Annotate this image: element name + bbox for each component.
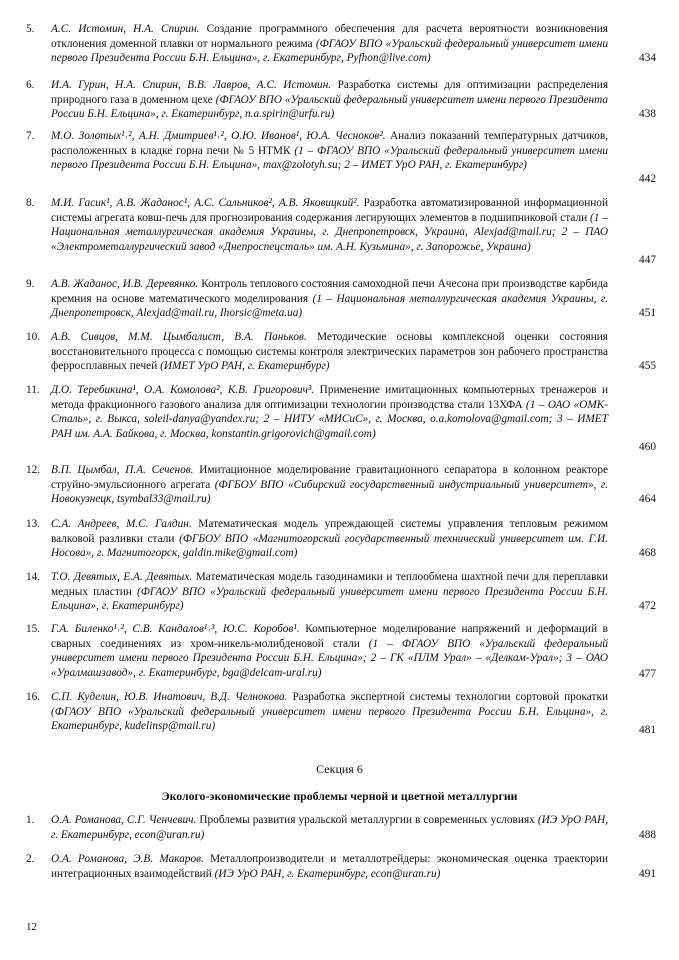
- entry-page: 438: [639, 108, 656, 121]
- entry-page: 477: [639, 668, 656, 681]
- entry-authors: С.П. Куделин, Ю.В. Инатович, В.Д. Челнокова.: [51, 691, 288, 703]
- entry-number: 14.: [26, 571, 41, 583]
- toc-entry: [26, 813, 656, 843]
- entry-text: [51, 129, 608, 173]
- entry-affiliation: (ФГАОУ ВПО «Уральский федеральный университет имени первого Президента России Б.Н. Ельцина», г. Екатеринбург, n.a.spirin@urfu.ru): [51, 93, 609, 121]
- entry-authors: Т.О. Девятых, Е.А. Девятых.: [51, 571, 193, 583]
- entry-text: [51, 383, 608, 441]
- entry-text: [51, 330, 608, 374]
- entry-title: Анализ показаний температурных датчиков, расположенных в кладке горна печи № 5 НТМК: [51, 130, 608, 157]
- entry-authors: С.А. Андреев, М.С. Галдин.: [51, 518, 192, 530]
- entry-affiliation: (ФГАОУ ВПО «Уральский федеральный университет имени первого Президента России Б.Н. Ельцина», г. Екатеринбург, Pyfhon@live.com): [51, 37, 609, 65]
- entry-page: 468: [639, 547, 656, 560]
- entry-text: [51, 196, 608, 254]
- entry-text: [51, 570, 608, 614]
- entry-authors: А.В. Жаданос, И.В. Деревянко.: [51, 278, 199, 290]
- entry-number: 9.: [26, 278, 35, 290]
- entry-page: 442: [639, 173, 656, 186]
- entry-number: 5.: [26, 23, 35, 35]
- entry-page: 488: [639, 829, 656, 842]
- entry-authors: Д.О. Теребикина¹, О.А. Комолова², К.В. Григорович³.: [51, 384, 315, 396]
- toc-entry: [26, 517, 656, 561]
- entry-number: 1.: [26, 814, 35, 826]
- entry-title: Имитационное моделирование гравитационного сепаратора в колонном реакторе струйно-эмульсионного агрегата: [51, 464, 608, 491]
- entry-text: [51, 813, 608, 842]
- toc-entry: [26, 330, 656, 374]
- entry-number: 16.: [26, 691, 41, 703]
- entry-affiliation: (1 – ФГАОУ ВПО «Уральский федеральный университет имени первого Президента России Б.Н. Ельцина», max@zolotyh.su; 2 – ИМЕТ УрО РАН, г. Екатеринбург): [51, 144, 608, 172]
- entry-title: Математическая модель газодинамики и теплообмена шахтной печи для переплавки медных пластин: [51, 571, 609, 598]
- entry-number: 12.: [26, 464, 41, 476]
- entry-number: 15.: [26, 623, 41, 635]
- entry-title: Разработка автоматизированной информационной системы агрегата ковш-печь для прогнозирования содержания легирующих элементов в подшипниковой стали: [51, 197, 608, 224]
- entry-affiliation: (ФГАОУ ВПО «Уральский федеральный университет имени первого Президента России Б.Н. Ельцина», г. Екатеринбург, kudelinsp@mail.ru): [51, 705, 608, 733]
- entry-authors: М.О. Золотых¹˒², А.Н. Дмитриев¹˒², О.Ю. Иванов¹, Ю.А. Чесноков².: [51, 130, 386, 142]
- toc-entry: [26, 277, 656, 321]
- entry-authors: И.А. Гурин, Н.А. Спирин, В.В. Лавров, А.С. Истомин.: [51, 79, 332, 91]
- entry-text: [51, 517, 608, 561]
- entry-page: 472: [639, 600, 656, 613]
- entry-number: 8.: [26, 197, 35, 209]
- toc-entry: [26, 22, 656, 66]
- entry-title: Методические основы комплексной оценки состояния восстановительного процесса с помощью системы контроля электрических параметров зон рабочего пространства ферросплавных печей: [51, 331, 608, 373]
- toc-entry: [26, 570, 656, 614]
- entry-affiliation: (1 – ОАО «ОМК-Сталь», г. Выкса, soleil-danya@yandex.ru; 2 – НИТУ «МИСиС», г. Москва, o.a.komolova@gmail.com; 3 – ИМЕТ РАН им. А.А. Байкова, г. Москва, konstantin.grigorovich@gmail.com): [51, 398, 608, 440]
- entry-text: [51, 852, 608, 881]
- page-number: 12: [26, 921, 37, 933]
- entry-text: [51, 690, 608, 734]
- entry-number: 7.: [26, 130, 35, 142]
- entry-affiliation: (ФГБОУ ВПО «Сибирский государственный индустриальный университет», г. Новокузнецк, tsymbal33@mail.ru): [51, 478, 609, 506]
- entry-number: 13.: [26, 518, 41, 530]
- entry-number: 10.: [26, 331, 41, 343]
- entry-title: Разработка экспертной системы технологии сортовой прокатки: [292, 691, 608, 703]
- entry-page: 460: [639, 441, 656, 454]
- entry-text: [51, 277, 608, 321]
- entry-authors: А.С. Истомин, Н.А. Спирин.: [51, 23, 200, 35]
- entry-number: 2.: [26, 853, 35, 865]
- entry-page: 447: [639, 254, 656, 267]
- entry-title: Проблемы развития уральской металлургии в современных условиях: [199, 814, 535, 826]
- entry-page: 464: [639, 493, 656, 506]
- entry-text: [51, 622, 608, 680]
- entry-page: 434: [639, 52, 656, 65]
- entry-text: [51, 78, 608, 122]
- toc-entry: [26, 78, 656, 122]
- entry-affiliation: (ИМЕТ УрО РАН, г. Екатеринбург): [160, 360, 330, 373]
- entry-title: Создание программного обеспечения для расчета вероятности возникновения отклонения доменной плавки от нормального режима: [51, 23, 608, 50]
- entry-title: Металлопроизводители и металлотрейдеры: экономическая оценка траектории интеграционных взаимодействий: [51, 853, 608, 880]
- entry-text: [51, 22, 608, 66]
- entry-authors: В.П. Цымбал, П.А. Сеченов.: [51, 464, 194, 476]
- entry-number: 11.: [26, 384, 40, 396]
- entry-authors: О.А. Романова, С.Г. Ченчевич.: [51, 814, 197, 826]
- entry-page: 455: [639, 360, 656, 373]
- entry-page: 481: [639, 724, 656, 737]
- section-title: Секция 6: [316, 762, 363, 776]
- entry-title: Применение имитационных компьютерных тренажеров и метода фракционного газового анализа для оптимизации технологии производства стали 13ХФА: [51, 384, 608, 411]
- entry-title: Контроль теплового состояния самоходной печи Ачесона при производстве карбида кремния на основе математического моделирования: [51, 278, 608, 305]
- entry-authors: Г.А. Биленко¹˒², С.В. Кандалов¹˒³, Ю.С. Коробов¹.: [51, 623, 300, 635]
- toc-entry: [26, 852, 656, 882]
- entry-affiliation: (ИЭ УрО РАН, г. Екатеринбург, econ@uran.ru): [214, 867, 441, 880]
- toc-entry: [26, 622, 656, 682]
- entry-affiliation: (1 – Национальная металлургическая академия Украины, г. Днепропетровск, Alexjad@mail.ru, Ihorsic@meta.ua): [51, 292, 609, 320]
- entry-title: Разработка системы для оптимизации распределения природного газа в доменном цехе: [51, 79, 609, 106]
- entry-affiliation: (ИЭ УрО РАН, г. Екатеринбург, econ@uran.ru): [51, 814, 609, 841]
- entry-authors: М.И. Гасик¹, А.В. Жаданос¹, А.С. Сальников², А.В. Яковицкий².: [51, 197, 360, 209]
- entry-affiliation: (ФГАОУ ВПО «Уральский федеральный университет имени первого Президента России Б.Н. Ельцина», г. Екатеринбург): [51, 585, 609, 613]
- entry-authors: О.А. Романова, Э.В. Макаров.: [51, 853, 204, 865]
- entry-authors: А.В. Сивцов, М.М. Цымбалист, В.А. Паньков.: [51, 331, 307, 343]
- entry-text: [51, 463, 608, 507]
- toc-entry: [26, 129, 656, 187]
- toc-entry: [26, 463, 656, 507]
- toc-entry: [26, 196, 656, 268]
- entry-title: Математическая модель упреждающей системы управления тепловым режимом валковой разливки стали: [51, 518, 608, 545]
- entry-page: 491: [639, 868, 656, 881]
- entry-affiliation: (1 – Национальная металлургическая академия Украины, г. Днепропетровск, Украина, Alexjad@mail.ru; 2 – ПАО «Электрометаллургический завод «Днепроспецсталь» им. А.Н. Кузьмина», г. Запорожье, Украина): [51, 211, 608, 253]
- toc-entry: [26, 690, 656, 738]
- entry-number: 6.: [26, 79, 35, 91]
- entry-affiliation: (ФГБОУ ВПО «Магнитогорский государственный технический университет им. Г.И. Носова», г. Магнитогорск, galdin.mike@gmail.com): [51, 532, 608, 560]
- section-subtitle: Эколого-экономические проблемы черной и цветной металлургии: [161, 789, 518, 803]
- entry-affiliation: (1 – ФГАОУ ВПО «Уральский федеральный университет имени первого Президента России Б.Н. Ельцина»; 2 – ГК «ПЛМ Урал» – «Делкам-Урал»; 3 – ОАО «Уралмашзавод», г. Екатеринбург, bga@delcam-ural.ru): [51, 637, 609, 679]
- entry-page: 451: [639, 307, 656, 320]
- toc-entry: [26, 383, 656, 455]
- entry-title: Компьютерное моделирование напряжений и деформаций в сварных соединениях из хром-никель-молибденовой стали: [51, 623, 608, 650]
